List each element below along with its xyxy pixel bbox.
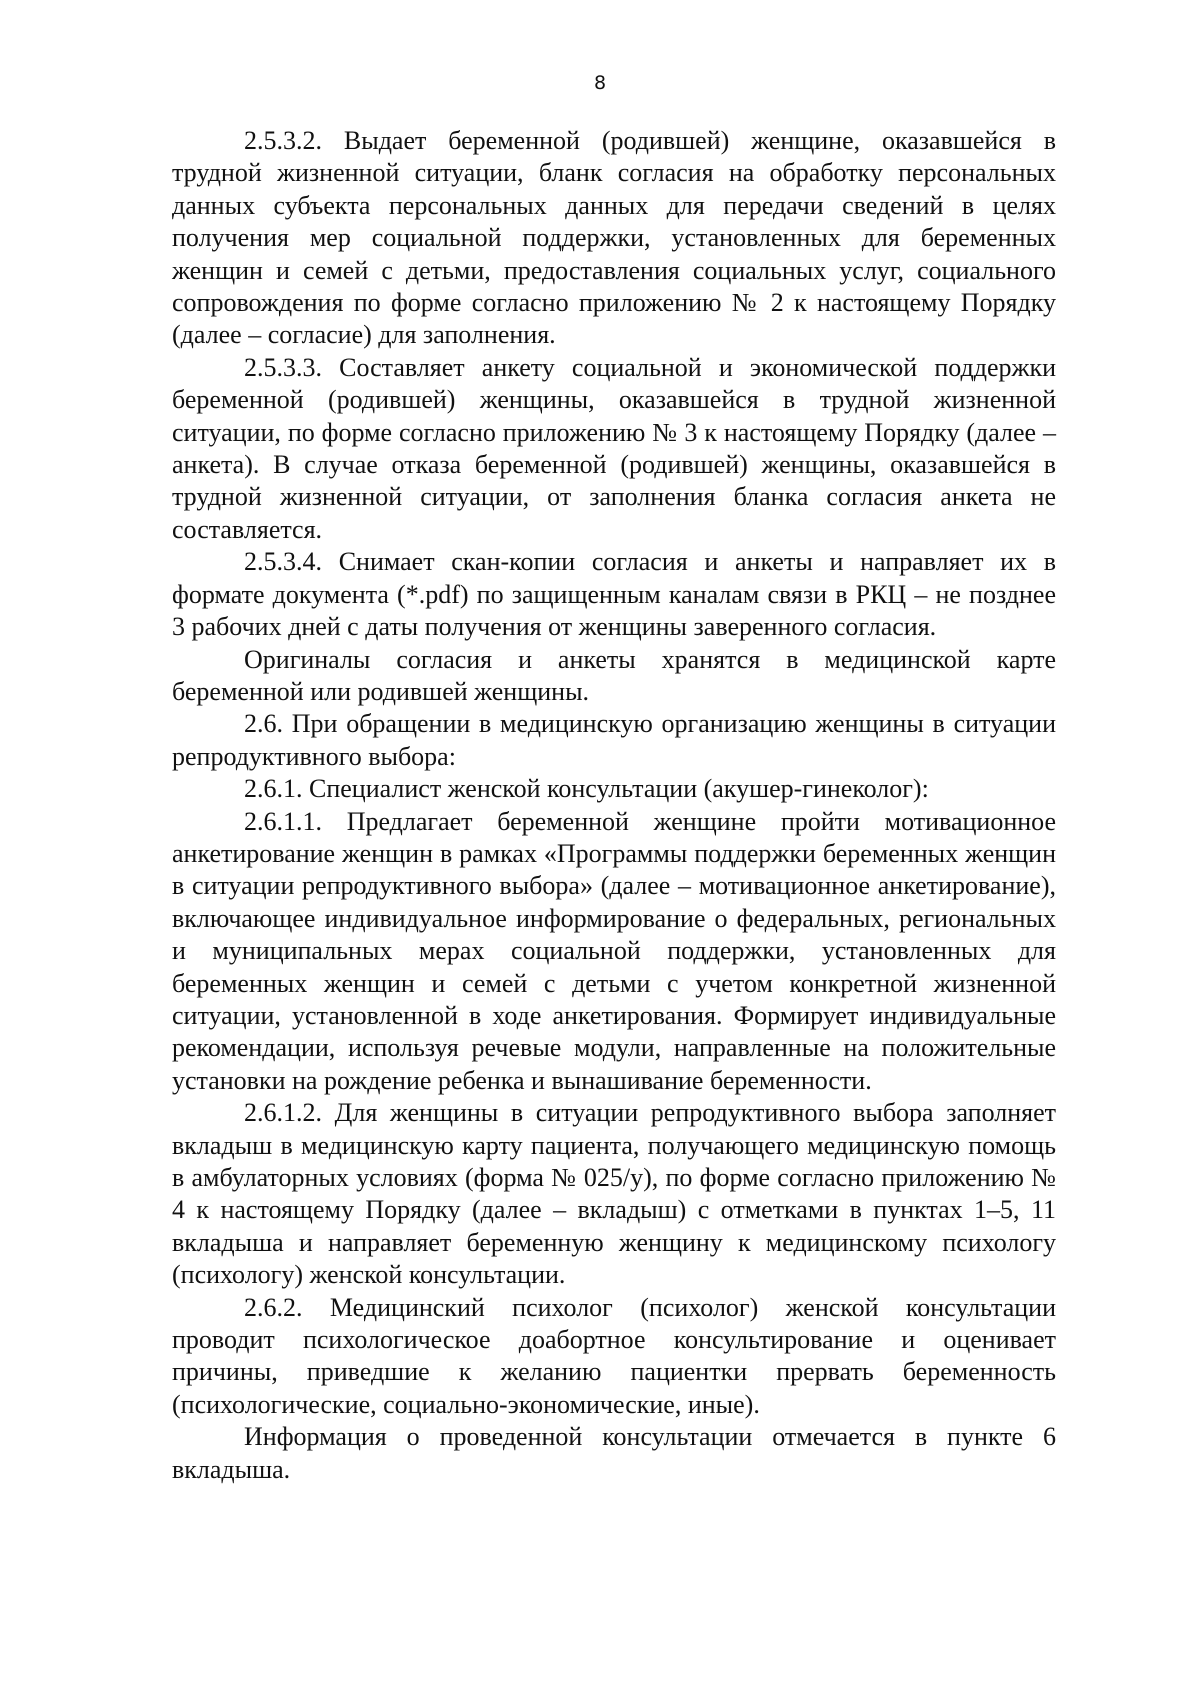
paragraph-originals-storage: Оригиналы согласия и анкеты хранятся в медицинской карте беременной или родившей женщины. xyxy=(172,644,1056,706)
page-number: 8 xyxy=(593,72,607,94)
paragraph-2-5-3-2: 2.5.3.2. Выдает беременной (родившей) женщине, оказавшейся в трудной жизненной ситуации, бланк согласия на обработку персональных данных субъекта персональных данных для передачи сведений в целях получения мер социальной поддержки, установленных для беременных женщин и семей с детьми, предоставления социальных услуг, социального сопровождения по форме согласно приложению № 2 к настоящему Порядку (далее – согласие) для заполнения. xyxy=(172,126,1056,350)
paragraph-2-6-1-2: 2.6.1.2. Для женщины в ситуации репродуктивного выбора заполняет вкладыш в медицинскую карту пациента, получающего медицинскую помощь в амбулаторных условиях (форма № 025/у), по форме согласно приложению № 4 к настоящему Порядку (далее – вкладыш) с отметками в пунктах 1–5, 11 вкладыша и направляет беременную женщину к медицинскому психологу (психологу) женской консультации. xyxy=(172,1098,1056,1290)
paragraph-2-6-2: 2.6.2. Медицинский психолог (психолог) женской консультации проводит психологическое доабортное консультирование и оценивает причины, приведшие к желанию пациентки прервать беременность (психологические, социально-экономические, иные). xyxy=(172,1292,1056,1419)
paragraph-2-5-3-3: 2.5.3.3. Составляет анкету социальной и экономической поддержки беременной (родившей) женщины, оказавшейся в трудной жизненной ситуации, по форме согласно приложению № 3 к настоящему Порядку (далее – анкета). В случае отказа беременной (родившей) женщины, оказавшейся в трудной жизненной ситуации, от заполнения бланка согласия анкета не составляется. xyxy=(172,352,1056,544)
paragraph-2-6: 2.6. При обращении в медицинскую организацию женщины в ситуации репродуктивного выбора: xyxy=(172,709,1056,771)
paragraph-consultation-info: Информация о проведенной консультации отмечается в пункте 6 вкладыша. xyxy=(172,1422,1056,1484)
paragraph-2-6-1: 2.6.1. Специалист женской консультации (акушер-гинеколог): xyxy=(244,774,929,804)
document-body xyxy=(172,125,1056,1486)
paragraph-2-5-3-4: 2.5.3.4. Снимает скан-копии согласия и анкеты и направляет их в формате документа (*.pdf) по защищенным каналам связи в РКЦ – не позднее 3 рабочих дней с даты получения от женщины заверенного согласия. xyxy=(172,547,1056,642)
paragraph-2-6-1-1: 2.6.1.1. Предлагает беременной женщине пройти мотивационное анкетирование женщин в рамках «Программы поддержки беременных женщин в ситуации репродуктивного выбора» (далее – мотивационное анкетирование), включающее индивидуальное информирование о федеральных, региональных и муниципальных мерах социальной поддержки, установленных для беременных женщин и семей с детьми с учетом конкретной жизненной ситуации, установленной в ходе анкетирования. Формирует индивидуальные рекомендации, используя речевые модули, направленные на положительные установки на рождение ребенка и вынашивание беременности. xyxy=(172,806,1056,1095)
